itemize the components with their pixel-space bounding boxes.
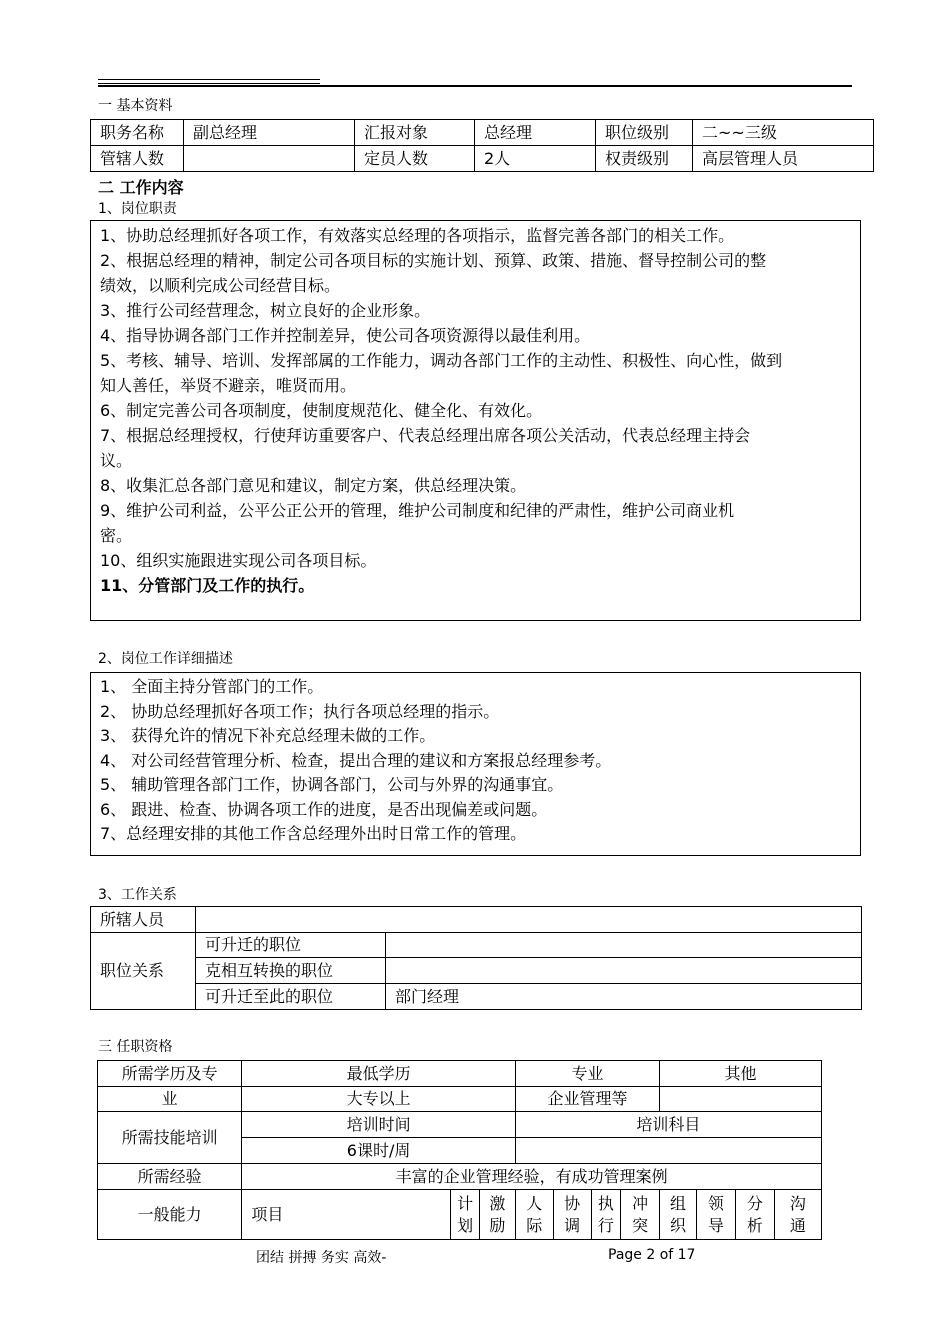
details-box	[90, 672, 861, 856]
skill-val-time: 6课时/周	[242, 1138, 515, 1164]
value-managed-count	[184, 146, 355, 172]
ability-cell: 激 励	[479, 1190, 515, 1240]
duty-line: 密。	[100, 526, 133, 545]
duty-line: 7、根据总经理授权，行使拜访重要客户、代表总经理出席各项公关活动，代表总经理主持会	[100, 426, 751, 445]
duty-line-bold: 11、分管部门及工作的执行。	[100, 576, 315, 595]
ability-cell: 协 调	[553, 1190, 591, 1240]
detail-line: 7、总经理安排的其他工作含总经理外出时日常工作的管理。	[100, 824, 527, 843]
relation-name: 可升迁的职位	[196, 933, 386, 958]
edu-head-other: 其他	[660, 1061, 822, 1087]
header-rule-short	[98, 79, 320, 80]
relation-name: 克相互转换的职位	[196, 958, 386, 984]
label-job-level: 职位级别	[596, 120, 693, 146]
experience-value: 丰富的企业管理经验，有成功管理案例	[242, 1164, 822, 1190]
detail-line: 1、 全面主持分管部门的工作。	[100, 677, 324, 696]
edu-label-line1: 所需学历及专	[98, 1061, 242, 1087]
ability-cell: 执 行	[591, 1190, 621, 1240]
label-authority-level: 权责级别	[596, 146, 693, 172]
ability-cell: 计 划	[451, 1190, 480, 1240]
edu-head-major: 专业	[515, 1061, 659, 1087]
duty-line: 2、根据总经理的精神，制定公司各项目标的实施计划、预算、政策、措施、督导控制公司的整	[100, 251, 767, 270]
duty-line: 议。	[100, 451, 133, 470]
detail-line: 5、 辅助管理各部门工作，协调各部门，公司与外界的沟通事宜。	[100, 775, 564, 794]
edu-val-other	[660, 1087, 822, 1112]
details-subtitle: 2、岗位工作详细描述	[98, 651, 233, 667]
staff-label: 所辖人员	[91, 907, 196, 933]
duty-line: 4、指导协调各部门工作并控制差异，使公司各项资源得以最佳利用。	[100, 326, 591, 345]
relation-name: 可升迁至此的职位	[196, 984, 386, 1010]
detail-line: 3、 获得允许的情况下补充总经理未做的工作。	[100, 726, 436, 745]
duty-line: 8、收集汇总各部门意见和建议，制定方案，供总经理决策。	[100, 476, 527, 495]
duty-line: 3、推行公司经营理念，树立良好的企业形象。	[100, 301, 431, 320]
detail-line: 6、 跟进、检查、协调各项工作的进度，是否出现偏差或问题。	[100, 799, 548, 819]
basic-info-table	[90, 119, 874, 172]
ability-cell: 组 织	[660, 1190, 697, 1240]
skill-label: 所需技能培训	[98, 1112, 242, 1164]
ability-cell: 人 际	[515, 1190, 553, 1240]
duty-line: 9、维护公司利益，公平公正公开的管理，维护公司制度和纪律的严肃性，维护公司商业机	[100, 501, 735, 520]
experience-label: 所需经验	[98, 1164, 242, 1190]
skill-head-subject: 培训科目	[515, 1112, 821, 1138]
duty-line: 5、考核、辅导、培训、发挥部属的工作能力，调动各部门工作的主动性、积极性、向心性，做到	[100, 351, 783, 370]
section2-title: 二 工作内容	[98, 178, 184, 197]
relations-table	[90, 906, 862, 1010]
value-job-title: 副总经理	[184, 120, 355, 146]
label-report-to: 汇报对象	[355, 120, 475, 146]
value-report-to: 总经理	[475, 120, 596, 146]
detail-line: 2、 协助总经理抓好各项工作；执行各项总经理的指示。	[100, 701, 500, 721]
duties-box	[90, 220, 861, 621]
qualification-table	[97, 1060, 822, 1240]
relation-value	[386, 958, 862, 984]
relation-value: 部门经理	[386, 984, 862, 1010]
label-headcount: 定员人数	[355, 146, 475, 172]
header-rule-long	[98, 85, 852, 87]
header-rule-short-2	[98, 83, 320, 84]
section3-title: 三 任职资格	[98, 1039, 173, 1055]
value-job-level: 二~~三级	[693, 120, 874, 146]
ability-item: 项目	[242, 1190, 451, 1240]
footer-page-number: Page 2 of 17	[608, 1247, 696, 1263]
section1-title: 一 基本资料	[98, 98, 173, 114]
label-job-title: 职务名称	[91, 120, 184, 146]
relation-value	[386, 933, 862, 958]
duty-line: 6、制定完善公司各项制度，使制度规范化、健全化、有效化。	[100, 401, 543, 420]
ability-cell: 沟 通	[774, 1190, 821, 1240]
duties-subtitle: 1、岗位职责	[98, 201, 177, 217]
ability-cell: 领 导	[696, 1190, 735, 1240]
position-relation-label: 职位关系	[91, 933, 196, 1010]
staff-value	[196, 907, 862, 933]
edu-val-major: 企业管理等	[515, 1087, 659, 1112]
duty-line: 10、组织实施跟进实现公司各项目标。	[100, 551, 377, 570]
ability-label: 一般能力	[98, 1190, 242, 1240]
ability-cell: 分 析	[735, 1190, 774, 1240]
footer-slogan: 团结 拼搏 务实 高效-	[256, 1250, 387, 1266]
skill-val-subject	[515, 1138, 821, 1164]
detail-line: 4、 对公司经营管理分析、检查，提出合理的建议和方案报总经理参考。	[100, 750, 612, 770]
duty-line: 1、协助总经理抓好各项工作，有效落实总经理的各项指示，监督完善各部门的相关工作。	[100, 226, 735, 245]
duty-line: 绩效，以顺利完成公司经营目标。	[100, 276, 341, 295]
edu-head-min: 最低学历	[242, 1061, 515, 1087]
edu-val-min: 大专以上	[242, 1087, 515, 1112]
ability-cell: 冲 突	[621, 1190, 660, 1240]
duty-line: 知人善任，举贤不避亲，唯贤而用。	[100, 376, 357, 395]
relations-subtitle: 3、工作关系	[98, 887, 177, 903]
label-managed-count: 管辖人数	[91, 146, 184, 172]
skill-head-time: 培训时间	[242, 1112, 515, 1138]
value-headcount: 2人	[475, 146, 596, 172]
value-authority-level: 高层管理人员	[693, 146, 874, 172]
edu-label-line2: 业	[98, 1087, 242, 1112]
